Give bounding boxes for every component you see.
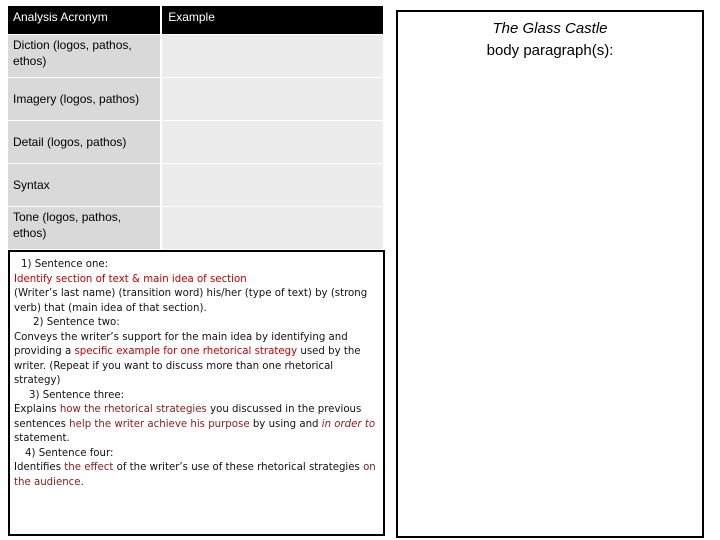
sentence-two-text [14, 331, 379, 389]
sentence-one-highlight: Identify section of text & main idea of section [14, 273, 247, 285]
example-cell-imagery[interactable] [162, 78, 383, 120]
sentence-three-heading: 3) Sentence three: [29, 389, 125, 401]
book-title: The Glass Castle [492, 20, 608, 37]
header-example: Example [162, 6, 383, 34]
row-label-detail: Detail (logos, pathos) [8, 121, 160, 163]
rhetorical-analysis-table [8, 6, 383, 250]
sentence-four-part-b: of the writer’s use of these rhetorical strategies [113, 462, 364, 473]
body-paragraph-label: body paragraph(s): [486, 42, 614, 59]
sentence-four-part-a: Identifies [14, 462, 65, 473]
table-header-row [8, 6, 383, 35]
sentence-four-heading: 4) Sentence four: [25, 447, 114, 459]
paragraph-instructions-box [8, 250, 385, 536]
sentence-three-part-c: by using and [249, 418, 322, 430]
example-cell-tone[interactable] [162, 207, 383, 249]
table-row [8, 121, 383, 164]
sentence-four-highlight-1: the effect [64, 462, 114, 473]
example-cell-syntax[interactable] [162, 164, 383, 206]
sentence-two-highlight: specific example for one rhetorical strategy [74, 346, 298, 357]
sentence-two-part-a: Conveys the writer’s support for the main idea by identifying and providing a [14, 331, 348, 357]
table-row [8, 207, 383, 250]
sentence-three-part-b: you discussed in the previous sentences [14, 404, 362, 430]
sentence-four-part-c: . [80, 476, 84, 488]
sentence-one-template: (Writer’s last name) (transition word) his/her (type of text) by (strong verb) that (main idea of that section). [14, 288, 368, 314]
row-label-diction: Diction (logos, pathos, ethos) [8, 35, 160, 77]
sentence-three-part-a: Explains [14, 404, 60, 415]
sentence-one-heading: 1) Sentence one: [21, 259, 109, 270]
sentence-three-text [14, 403, 379, 447]
table-row [8, 35, 383, 78]
table-row [8, 78, 383, 121]
sentence-three-highlight-1: how the rhetorical strategies [59, 404, 207, 415]
example-cell-diction[interactable] [162, 35, 383, 77]
sentence-three-highlight-2: help the writer achieve his purpose [69, 418, 250, 430]
example-cell-detail[interactable] [162, 121, 383, 163]
row-label-syntax: Syntax [8, 164, 160, 206]
sentence-two-heading: 2) Sentence two: [33, 317, 120, 328]
row-label-tone: Tone (logos, pathos, ethos) [8, 207, 160, 249]
sentence-four-text [14, 461, 379, 490]
header-analysis-acronym: Analysis Acronym [8, 6, 160, 34]
row-label-imagery: Imagery (logos, pathos) [8, 78, 160, 120]
sentence-four-highlight-2: on the audience [14, 462, 376, 488]
sentence-two-part-b: used by the writer. (Repeat if you want to discuss more than one rhetorical strategy) [14, 346, 361, 386]
sentence-three-highlight-3: in order to [321, 418, 376, 430]
sentence-three-part-d: statement. [14, 433, 70, 444]
table-row [8, 164, 383, 207]
body-paragraph-writing-box[interactable] [396, 10, 704, 538]
